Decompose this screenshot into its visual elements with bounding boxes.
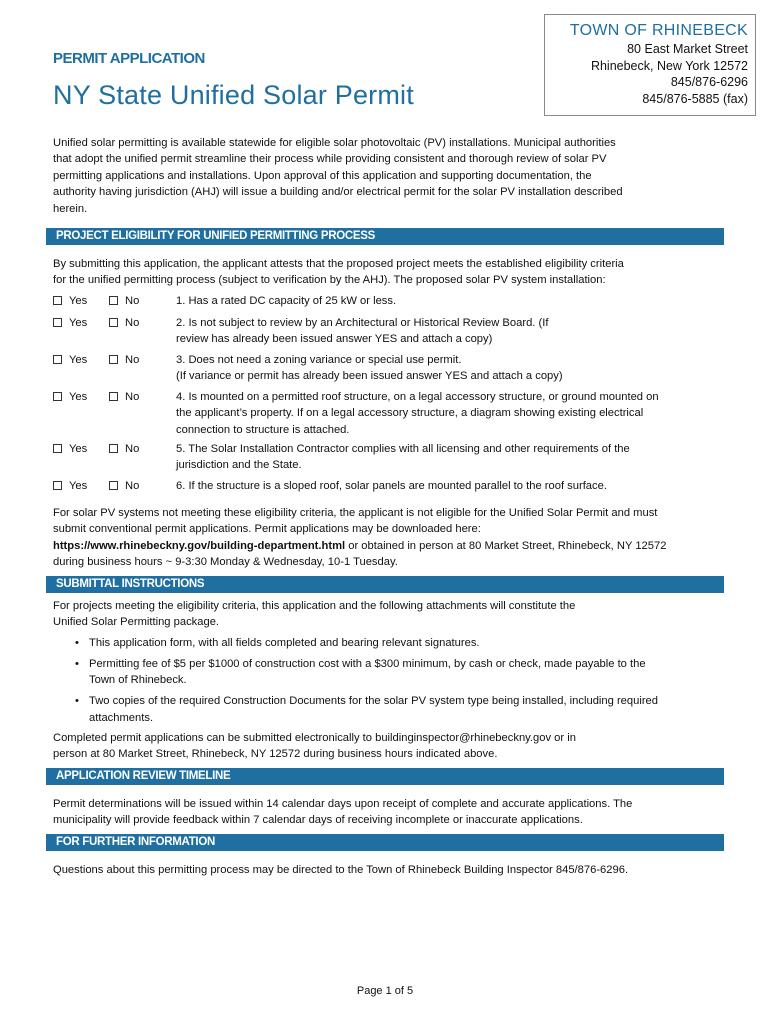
page-title: NY State Unified Solar Permit bbox=[53, 80, 414, 110]
no-checkbox-2[interactable] bbox=[109, 315, 139, 331]
bullet-line: Town of Rhinebeck. bbox=[89, 674, 187, 687]
no-label: No bbox=[125, 354, 140, 366]
checkbox-icon bbox=[53, 392, 62, 401]
no-label: No bbox=[125, 317, 140, 329]
bullet-line: • Permitting fee of $5 per $1000 of construction cost with a $300 minimum, by cash or check, made payable to the bbox=[89, 658, 646, 670]
no-checkbox-3[interactable] bbox=[109, 352, 139, 368]
eligibility-intro bbox=[53, 256, 723, 289]
yes-label: Yes bbox=[69, 480, 88, 492]
further-info-text: Questions about this permitting process may be directed to the Town of Rhinebeck Building Inspector 845/876-6296. bbox=[53, 864, 629, 876]
submittal-intro-line: Unified Solar Permitting package. bbox=[53, 616, 220, 629]
criterion-text bbox=[176, 315, 726, 348]
criterion-text bbox=[176, 293, 726, 309]
intro-line: herein. bbox=[53, 202, 88, 215]
yes-checkbox-6[interactable] bbox=[53, 478, 87, 494]
no-label: No bbox=[125, 391, 140, 403]
checkbox-icon bbox=[109, 318, 118, 327]
yes-checkbox-3[interactable] bbox=[53, 352, 87, 368]
timeline-line: Permit determinations will be issued within 14 calendar days upon receipt of complete and accurate applications. The bbox=[53, 798, 633, 810]
submittal-heading: SUBMITTAL INSTRUCTIONS bbox=[46, 576, 724, 593]
no-label: No bbox=[125, 443, 140, 455]
list-item bbox=[75, 656, 715, 689]
no-checkbox-6[interactable] bbox=[109, 478, 139, 494]
town-address-street: 80 East Market Street bbox=[627, 42, 748, 56]
yes-label: Yes bbox=[69, 443, 88, 455]
list-item bbox=[75, 635, 715, 651]
download-line bbox=[53, 538, 723, 554]
criterion-line: 3. Does not need a zoning variance or special use permit. bbox=[176, 354, 462, 366]
yes-label: Yes bbox=[69, 295, 88, 307]
town-address-city: Rhinebeck, New York 12572 bbox=[590, 58, 748, 73]
no-label: No bbox=[125, 295, 140, 307]
criterion-line: 1. Has a rated DC capacity of 25 kW or less. bbox=[176, 295, 397, 307]
submittal-closing bbox=[53, 730, 723, 763]
checkbox-icon bbox=[53, 318, 62, 327]
criterion-line: jurisdiction and the State. bbox=[176, 459, 302, 472]
timeline-paragraph bbox=[53, 796, 723, 829]
town-fax: 845/876-5885 (fax) bbox=[642, 91, 748, 106]
submittal-intro bbox=[53, 598, 723, 631]
no-checkbox-5[interactable] bbox=[109, 441, 139, 457]
criterion-text bbox=[176, 478, 726, 494]
criterion-line: the applicant’s property. If on a legal accessory structure, a diagram showing existing electrical bbox=[176, 407, 644, 420]
town-phone: 845/876-6296 bbox=[670, 75, 748, 89]
criterion-line: review has already been issued answer YES and attach a copy) bbox=[176, 333, 493, 346]
intro-line: authority having jurisdiction (AHJ) will issue a building and/or electrical permit for the solar PV installation described bbox=[53, 186, 623, 199]
further-info-heading: FOR FURTHER INFORMATION bbox=[46, 834, 724, 851]
yes-label: Yes bbox=[69, 354, 88, 366]
yes-checkbox-2[interactable] bbox=[53, 315, 87, 331]
checkbox-icon bbox=[53, 296, 62, 305]
list-item bbox=[75, 693, 715, 726]
criterion-line: 6. If the structure is a sloped roof, solar panels are mounted parallel to the roof surface. bbox=[176, 480, 607, 492]
intro-paragraph bbox=[53, 135, 713, 217]
timeline-line: municipality will provide feedback within 7 calendar days of receiving incomplete or inaccurate applications. bbox=[53, 814, 583, 827]
checkbox-icon bbox=[53, 355, 62, 364]
intro-line: that adopt the unified permit streamline their process while providing consistent and thorough review of solar PV bbox=[53, 153, 607, 166]
eligibility-intro-line: By submitting this application, the applicant attests that the proposed project meets the established eligibility criteria bbox=[53, 258, 624, 270]
criterion-text bbox=[176, 441, 726, 474]
criterion-line: (If variance or permit has already been issued answer YES and attach a copy) bbox=[176, 370, 563, 383]
town-name: TOWN OF RHINEBECK bbox=[569, 22, 748, 39]
bullet-line: • Two copies of the required Construction Documents for the solar PV system type being installed, including required bbox=[89, 695, 658, 708]
checkbox-icon bbox=[109, 481, 118, 490]
bullet-line: attachments. bbox=[89, 711, 154, 724]
yes-checkbox-4[interactable] bbox=[53, 389, 87, 405]
in-person-text: or obtained in person at 80 Market Street, Rhinebeck, NY 12572 bbox=[345, 539, 667, 552]
not-eligible-line: submit conventional permit applications. Permit applications may be downloaded here: bbox=[53, 523, 481, 536]
submittal-closing-line: person at 80 Market Street, Rhinebeck, NY 12572 during business hours indicated above. bbox=[53, 748, 498, 761]
checkbox-icon bbox=[53, 444, 62, 453]
yes-label: Yes bbox=[69, 391, 88, 403]
town-contact-box bbox=[544, 14, 756, 116]
checkbox-icon bbox=[53, 481, 62, 490]
no-checkbox-4[interactable] bbox=[109, 389, 139, 405]
criterion-text bbox=[176, 389, 726, 438]
criterion-line: 2. Is not subject to review by an Architectural or Historical Review Board. (If bbox=[176, 317, 549, 329]
business-hours-line: during business hours ~ 9-3:30 Monday & Wednesday, 10-1 Tuesday. bbox=[53, 556, 398, 569]
intro-line: permitting applications and installations. Upon approval of this application and supporting documentation, the bbox=[53, 169, 592, 182]
not-eligible-line: For solar PV systems not meeting these eligibility criteria, the applicant is not eligible for the Unified Solar Permit and must bbox=[53, 507, 658, 519]
checkbox-icon bbox=[109, 296, 118, 305]
checkbox-icon bbox=[109, 392, 118, 401]
criterion-line: 5. The Solar Installation Contractor complies with all licensing and other requirements of the bbox=[176, 443, 630, 455]
criterion-line: 4. Is mounted on a permitted roof structure, on a legal accessory structure, or ground mounted on bbox=[176, 391, 659, 403]
yes-checkbox-5[interactable] bbox=[53, 441, 87, 457]
checkbox-icon bbox=[109, 444, 118, 453]
submittal-closing-line: Completed permit applications can be submitted electronically to buildinginspector@rhinebeckny.gov or in bbox=[53, 732, 576, 744]
timeline-heading: APPLICATION REVIEW TIMELINE bbox=[46, 768, 724, 785]
yes-checkbox-1[interactable] bbox=[53, 293, 87, 309]
page-number: Page 1 of 5 bbox=[356, 985, 414, 997]
yes-label: Yes bbox=[69, 317, 88, 329]
checkbox-icon bbox=[109, 355, 118, 364]
building-department-link[interactable]: https://www.rhinebeckny.gov/building-department.html bbox=[53, 539, 346, 552]
section-label: PERMIT APPLICATION bbox=[53, 50, 205, 67]
submittal-bullet-list bbox=[75, 635, 715, 731]
criterion-text bbox=[176, 352, 726, 385]
eligibility-heading: PROJECT ELIGIBILITY FOR UNIFIED PERMITTING PROCESS bbox=[46, 228, 724, 245]
eligibility-intro-line: for the unified permitting process (subject to verification by the AHJ). The proposed solar PV system installation: bbox=[53, 274, 606, 287]
not-eligible-paragraph bbox=[53, 505, 723, 571]
intro-line: Unified solar permitting is available statewide for eligible solar photovoltaic (PV) installations. Municipal authorities bbox=[53, 137, 616, 149]
no-label: No bbox=[125, 480, 140, 492]
criterion-line: connection to structure is attached. bbox=[176, 423, 350, 436]
bullet-line: • This application form, with all fields completed and bearing relevant signatures. bbox=[89, 637, 480, 649]
submittal-intro-line: For projects meeting the eligibility criteria, this application and the following attachments will constitute the bbox=[53, 600, 576, 612]
no-checkbox-1[interactable] bbox=[109, 293, 139, 309]
